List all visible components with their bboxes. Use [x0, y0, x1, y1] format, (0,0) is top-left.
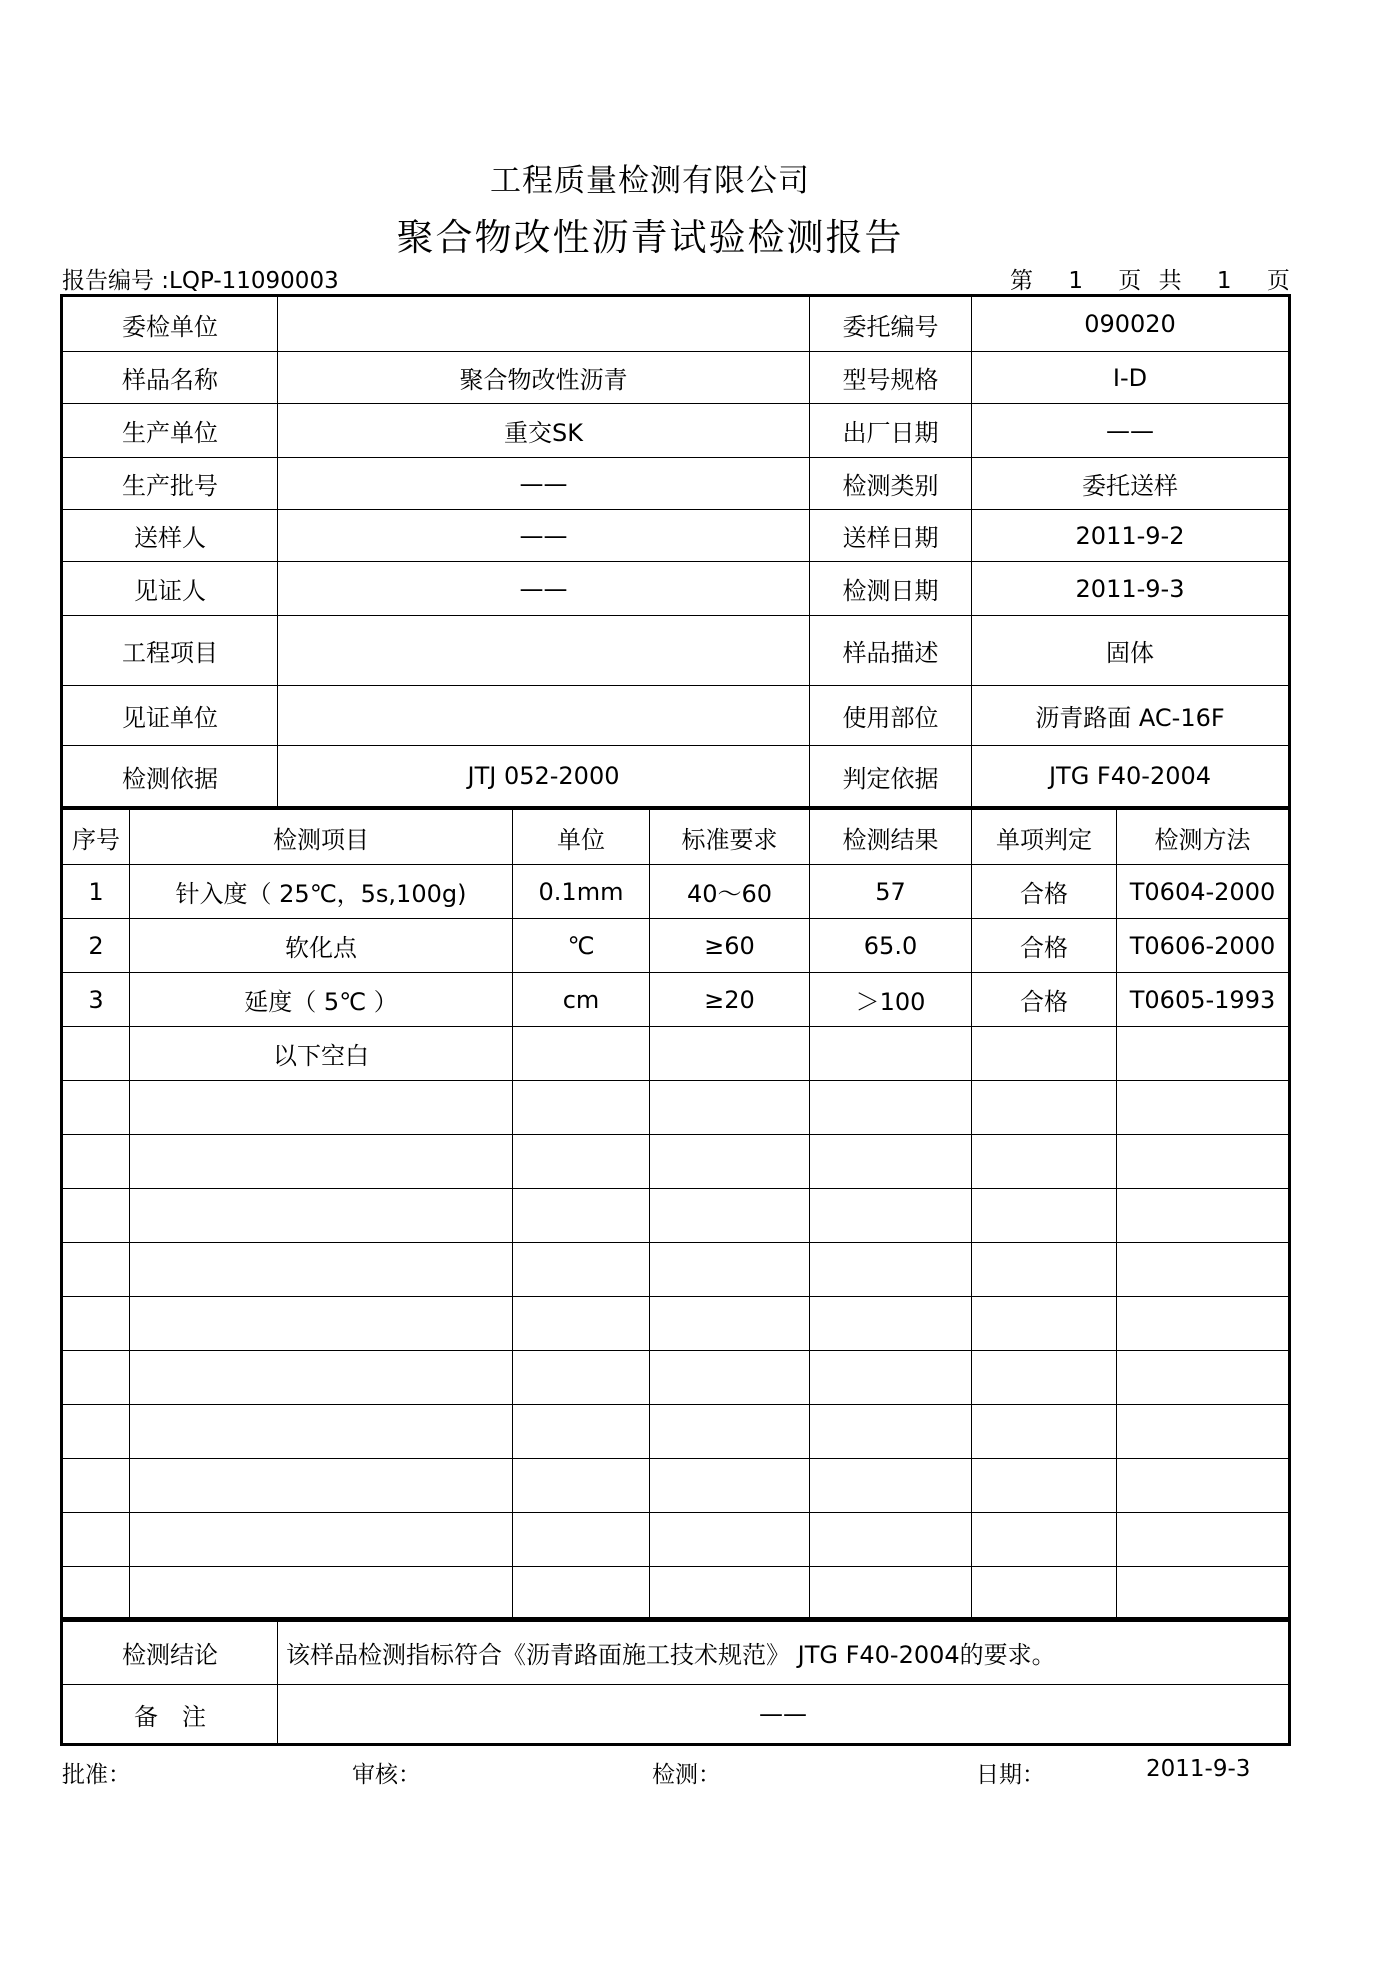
table-cell [810, 1297, 972, 1351]
info-label: 出厂日期 [810, 404, 972, 458]
table-cell [130, 1351, 513, 1405]
table-cell [972, 1135, 1117, 1189]
info-value [278, 686, 810, 746]
table-cell: 0.1mm [513, 865, 650, 919]
sample-info-table [60, 294, 1291, 809]
info-value: 090020 [972, 296, 1290, 352]
table-cell [650, 1567, 810, 1621]
table-cell: ＞100 [810, 973, 972, 1027]
table-cell: T0606-2000 [1117, 919, 1290, 973]
table-cell [130, 1297, 513, 1351]
table-cell: ≥60 [650, 919, 810, 973]
table-cell [513, 1567, 650, 1621]
table-row [62, 1405, 1290, 1459]
table-cell [130, 1189, 513, 1243]
info-label: 使用部位 [810, 686, 972, 746]
info-value: 重交SK [278, 404, 810, 458]
table-cell [1117, 1081, 1290, 1135]
table-cell [130, 1135, 513, 1189]
table-cell [62, 1567, 130, 1621]
info-label: 生产批号 [62, 458, 278, 510]
table-cell [62, 1243, 130, 1297]
table-row [62, 1297, 1290, 1351]
table-cell [513, 1405, 650, 1459]
table-cell [650, 1027, 810, 1081]
table-cell: 65.0 [810, 919, 972, 973]
table-row [62, 1513, 1290, 1567]
info-label: 型号规格 [810, 352, 972, 404]
table-cell [972, 1027, 1117, 1081]
info-value: JTJ 052-2000 [278, 746, 810, 808]
info-value: 沥青路面 AC-16F [972, 686, 1290, 746]
table-cell [130, 1243, 513, 1297]
tester-label: 检测： [652, 1762, 721, 1788]
info-label: 检测类别 [810, 458, 972, 510]
table-cell [650, 1459, 810, 1513]
table-cell [1117, 1027, 1290, 1081]
column-header: 序号 [62, 809, 130, 865]
test-results-table [60, 807, 1291, 1622]
table-cell [1117, 1513, 1290, 1567]
table-row [62, 1081, 1290, 1135]
table-row [62, 1135, 1290, 1189]
table-cell [62, 1297, 130, 1351]
date-label: 日期： [976, 1762, 1045, 1788]
table-cell [62, 1081, 130, 1135]
info-label: 判定依据 [810, 746, 972, 808]
column-header: 单位 [513, 809, 650, 865]
table-cell [810, 1459, 972, 1513]
table-cell [810, 1351, 972, 1405]
table-cell [513, 1513, 650, 1567]
table-cell [130, 1567, 513, 1621]
table-cell: ℃ [513, 919, 650, 973]
table-cell [130, 1405, 513, 1459]
approve-label: 批准： [62, 1762, 131, 1788]
info-value: 聚合物改性沥青 [278, 352, 810, 404]
info-value: —— [278, 510, 810, 562]
table-row [62, 919, 1290, 973]
table-cell: 2 [62, 919, 130, 973]
info-value [278, 616, 810, 686]
table-cell [972, 1351, 1117, 1405]
page-label-1: 第 [1010, 268, 1033, 294]
table-cell [972, 1513, 1117, 1567]
table-cell [62, 1459, 130, 1513]
conclusion-label: 检测结论 [62, 1619, 278, 1685]
info-label: 样品名称 [62, 352, 278, 404]
info-label: 见证人 [62, 562, 278, 616]
table-cell: 3 [62, 973, 130, 1027]
table-cell [810, 1081, 972, 1135]
info-value: 2011-9-3 [972, 562, 1290, 616]
table-cell [972, 1567, 1117, 1621]
info-row [62, 404, 1290, 458]
table-cell [810, 1243, 972, 1297]
table-cell [650, 1405, 810, 1459]
table-cell: 软化点 [130, 919, 513, 973]
table-cell [513, 1459, 650, 1513]
page-label-2: 页 共 [1118, 268, 1182, 294]
table-cell [650, 1243, 810, 1297]
table-cell: 1 [62, 865, 130, 919]
table-cell [972, 1459, 1117, 1513]
table-cell [513, 1027, 650, 1081]
tests-header-row [62, 809, 1290, 865]
column-header: 检测结果 [810, 809, 972, 865]
info-row [62, 352, 1290, 404]
table-cell [810, 1513, 972, 1567]
info-label: 送样日期 [810, 510, 972, 562]
table-cell [513, 1135, 650, 1189]
company-name: 工程质量检测有限公司 [490, 163, 810, 199]
column-header: 标准要求 [650, 809, 810, 865]
table-cell: T0605-1993 [1117, 973, 1290, 1027]
info-row [62, 510, 1290, 562]
info-value: JTG F40-2004 [972, 746, 1290, 808]
table-cell [62, 1135, 130, 1189]
table-cell [810, 1027, 972, 1081]
info-label: 样品描述 [810, 616, 972, 686]
table-cell [1117, 1243, 1290, 1297]
info-value: 委托送样 [972, 458, 1290, 510]
table-cell [972, 1405, 1117, 1459]
info-label: 委检单位 [62, 296, 278, 352]
page-label-3: 页 [1266, 268, 1290, 294]
table-cell [513, 1351, 650, 1405]
table-cell: ≥20 [650, 973, 810, 1027]
info-label: 生产单位 [62, 404, 278, 458]
table-cell [972, 1081, 1117, 1135]
info-label: 工程项目 [62, 616, 278, 686]
table-cell [62, 1513, 130, 1567]
table-cell [650, 1189, 810, 1243]
page-current: 1 [1068, 268, 1083, 294]
info-label: 见证单位 [62, 686, 278, 746]
table-cell [1117, 1351, 1290, 1405]
table-row [62, 1459, 1290, 1513]
table-cell [810, 1405, 972, 1459]
info-label: 委托编号 [810, 296, 972, 352]
info-row [62, 616, 1290, 686]
table-cell [972, 1189, 1117, 1243]
remarks-label: 备 注 [62, 1685, 278, 1745]
table-row [62, 1351, 1290, 1405]
table-cell: 以下空白 [130, 1027, 513, 1081]
table-cell: 针入度（ 25℃，5s,100g) [130, 865, 513, 919]
review-label: 审核： [352, 1762, 421, 1788]
table-cell: 延度（ 5℃ ） [130, 973, 513, 1027]
table-row [62, 1189, 1290, 1243]
table-cell: T0604-2000 [1117, 865, 1290, 919]
table-cell [1117, 1189, 1290, 1243]
table-cell: 57 [810, 865, 972, 919]
info-row [62, 458, 1290, 510]
table-cell [810, 1135, 972, 1189]
table-cell [130, 1513, 513, 1567]
page-total: 1 [1216, 268, 1232, 294]
conclusion-text: 该样品检测指标符合《沥青路面施工技术规范》 JTG F40-2004的要求。 [278, 1619, 1290, 1685]
table-cell: 40～60 [650, 865, 810, 919]
table-cell: 合格 [972, 865, 1117, 919]
table-cell [62, 1027, 130, 1081]
table-cell [650, 1297, 810, 1351]
table-cell [1117, 1567, 1290, 1621]
table-cell [62, 1189, 130, 1243]
info-value: —— [278, 562, 810, 616]
table-cell [513, 1189, 650, 1243]
info-value: —— [972, 404, 1290, 458]
table-cell [810, 1189, 972, 1243]
table-cell [650, 1081, 810, 1135]
table-cell: 合格 [972, 919, 1117, 973]
column-header: 检测方法 [1117, 809, 1290, 865]
table-cell [650, 1351, 810, 1405]
report-number: 报告编号 :LQP-11090003 [62, 268, 339, 294]
table-row [62, 1027, 1290, 1081]
table-cell [130, 1081, 513, 1135]
page-indicator [1010, 262, 1308, 295]
table-cell [1117, 1297, 1290, 1351]
column-header: 单项判定 [972, 809, 1117, 865]
table-cell [130, 1459, 513, 1513]
table-cell [62, 1405, 130, 1459]
info-value: I-D [972, 352, 1290, 404]
info-row [62, 562, 1290, 616]
table-cell [650, 1135, 810, 1189]
info-value: —— [278, 458, 810, 510]
info-value [278, 296, 810, 352]
info-row [62, 746, 1290, 808]
info-row [62, 686, 1290, 746]
table-cell [62, 1351, 130, 1405]
report-date: 2011-9-3 [1146, 1756, 1251, 1782]
table-row [62, 865, 1290, 919]
table-cell [972, 1243, 1117, 1297]
table-cell: 合格 [972, 973, 1117, 1027]
table-cell [513, 1081, 650, 1135]
info-value: 固体 [972, 616, 1290, 686]
table-cell [1117, 1135, 1290, 1189]
table-cell [513, 1243, 650, 1297]
table-cell [810, 1567, 972, 1621]
report-title: 聚合物改性沥青试验检测报告 [396, 216, 904, 259]
table-cell [1117, 1459, 1290, 1513]
column-header: 检测项目 [130, 809, 513, 865]
info-row [62, 296, 1290, 352]
remarks-value: —— [278, 1685, 1290, 1745]
table-cell [972, 1297, 1117, 1351]
conclusion-table [60, 1617, 1291, 1746]
table-cell: cm [513, 973, 650, 1027]
info-value: 2011-9-2 [972, 510, 1290, 562]
table-row [62, 1567, 1290, 1621]
table-cell [650, 1513, 810, 1567]
info-label: 检测日期 [810, 562, 972, 616]
table-row [62, 1243, 1290, 1297]
table-cell [1117, 1405, 1290, 1459]
table-cell [513, 1297, 650, 1351]
table-row [62, 973, 1290, 1027]
info-label: 检测依据 [62, 746, 278, 808]
info-label: 送样人 [62, 510, 278, 562]
